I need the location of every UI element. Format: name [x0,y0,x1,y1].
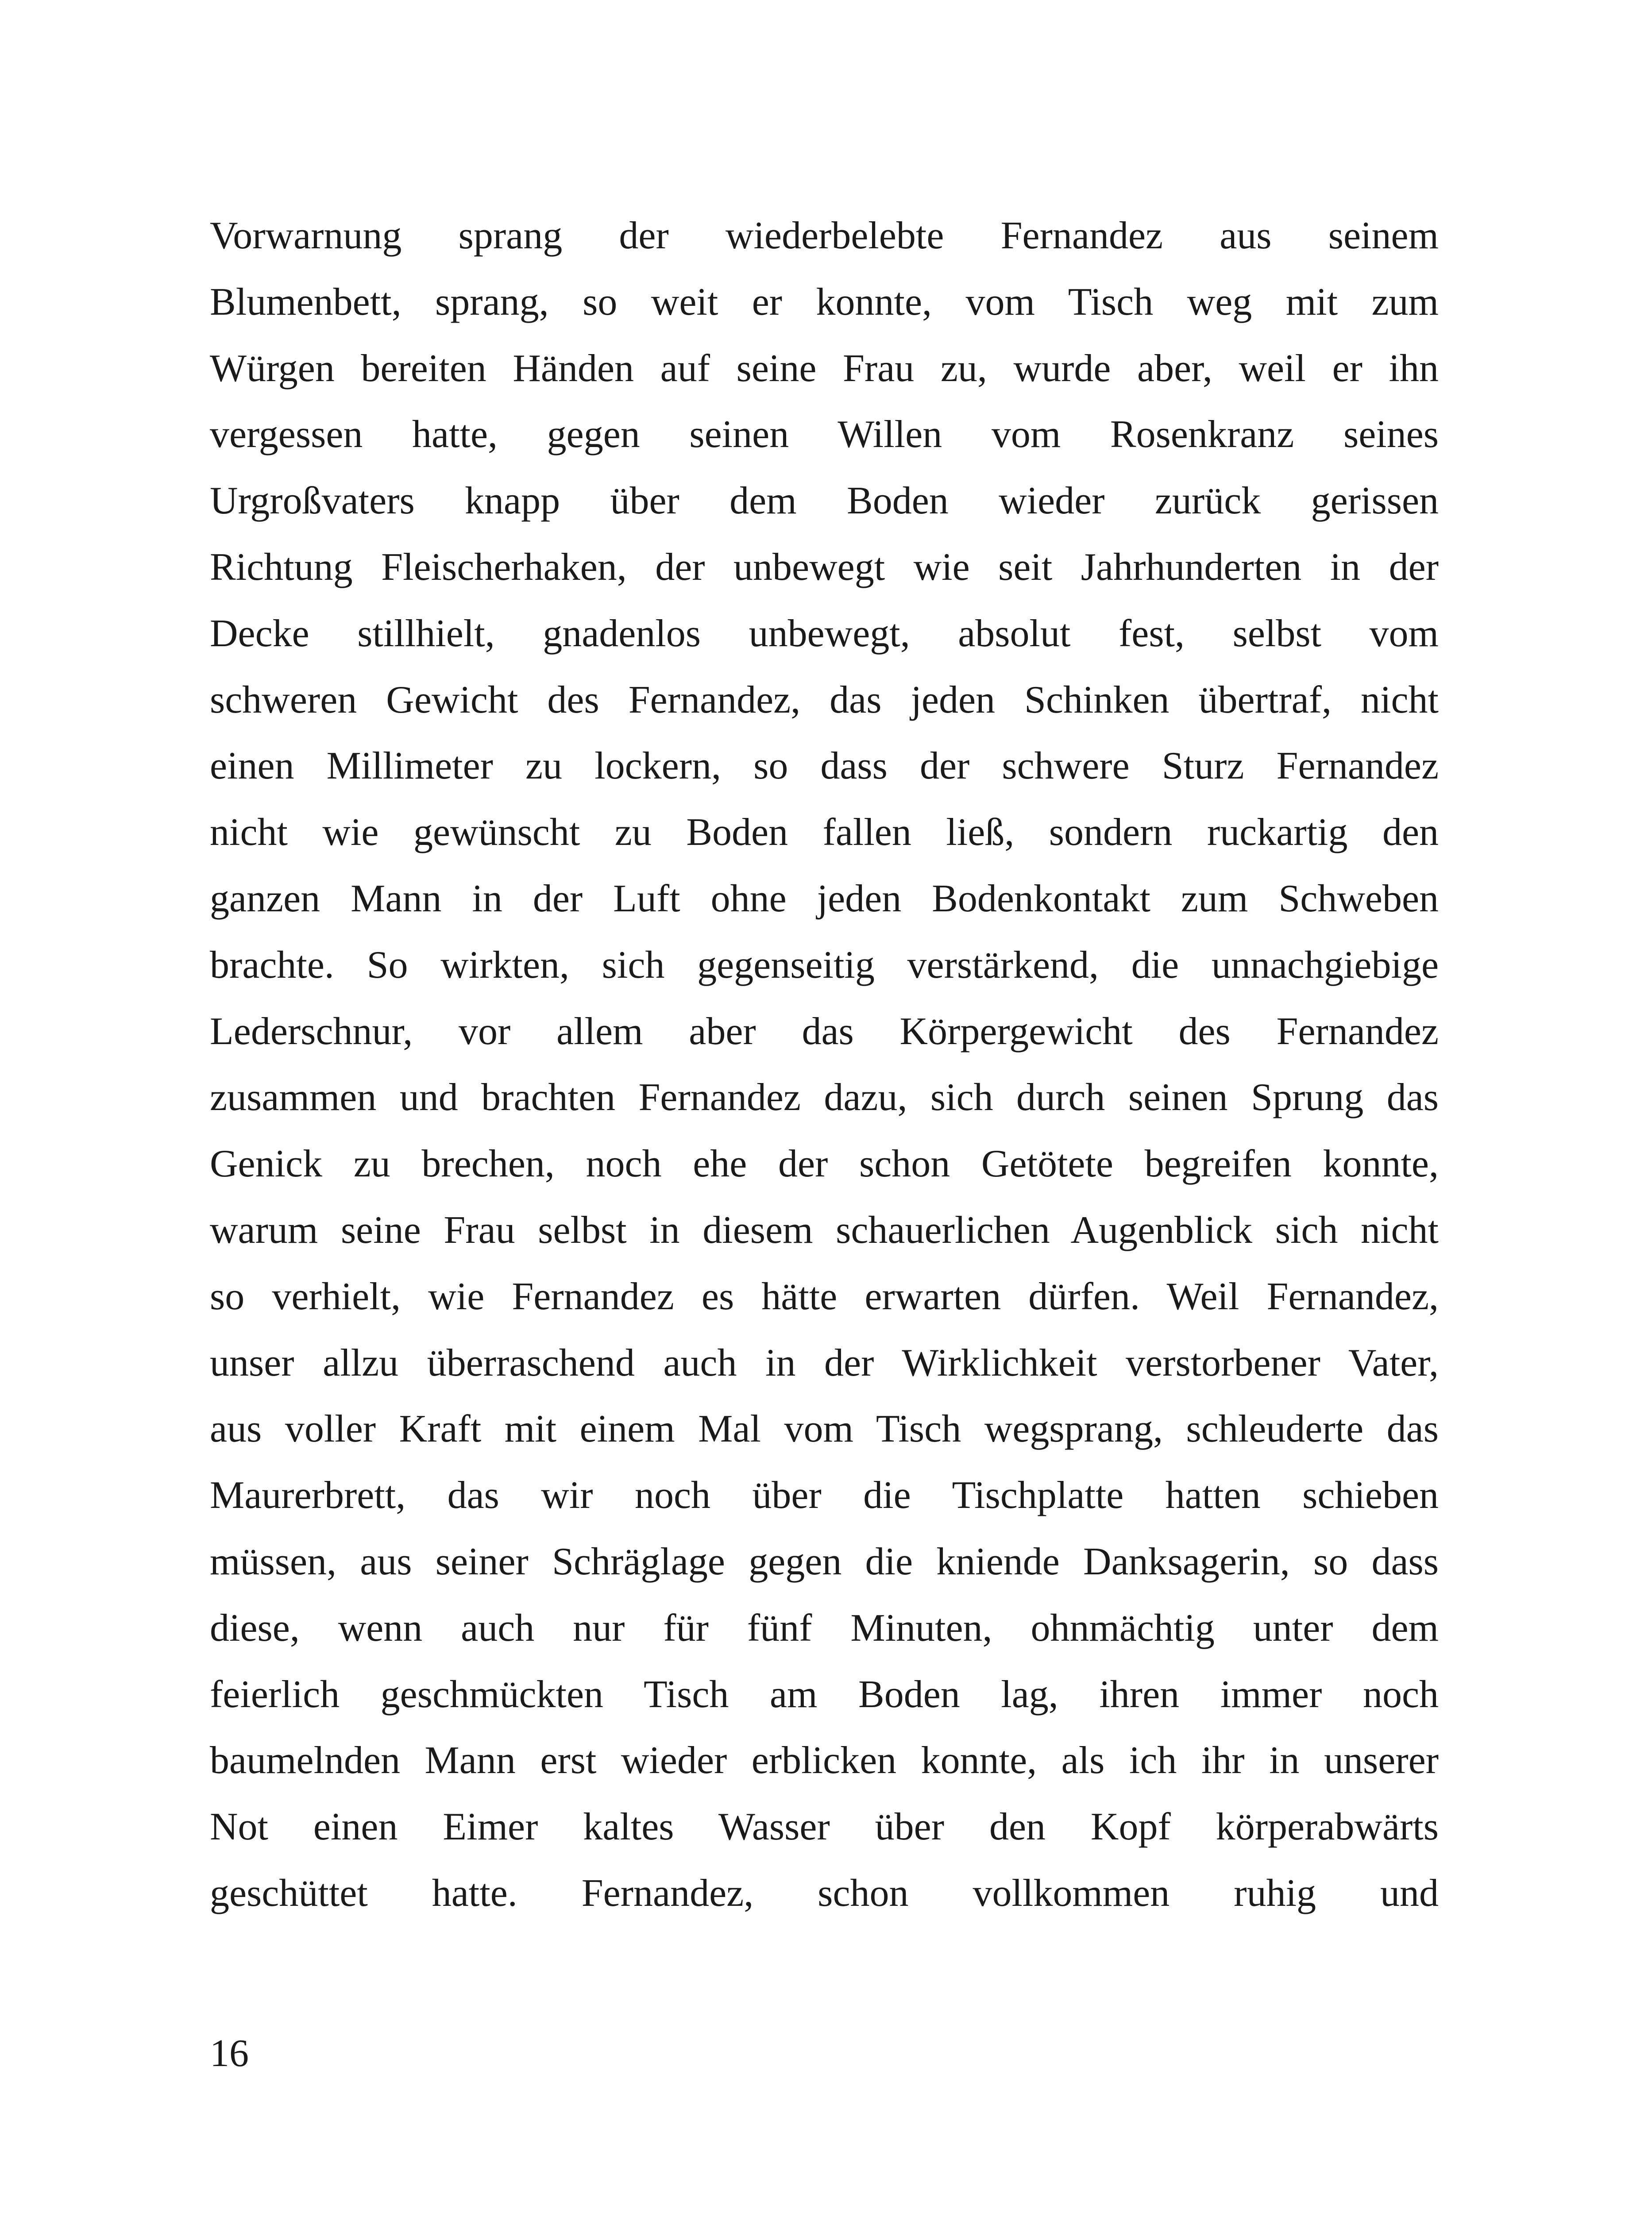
text-line: schweren Gewicht des Fernandez, das jeden Schinken übertraf, nicht [210,678,1439,721]
text-line: feierlich geschmückten Tisch am Boden lag, ihren immer noch [210,1673,1439,1716]
text-line: Genick zu brechen, noch ehe der schon Getötete begreifen konnte, [210,1142,1439,1186]
text-line: müssen, aus seiner Schräglage gegen die kniende Danksagerin, so dass [210,1540,1439,1583]
text-line: einen Millimeter zu lockern, so dass der schwere Sturz Fernandez [210,744,1439,788]
text-line: Maurerbrett, das wir noch über die Tischplatte hatten schieben [210,1474,1439,1517]
text-line: diese, wenn auch nur für fünf Minuten, ohnmächtig unter dem [210,1606,1439,1650]
text-line: nicht wie gewünscht zu Boden fallen ließ, sondern ruckartig den [210,811,1439,854]
text-line: Not einen Eimer kaltes Wasser über den Kopf körperabwärts [210,1805,1439,1849]
text-line: brachte. So wirkten, sich gegenseitig verstärkend, die unnachgiebige [210,943,1439,987]
text-line: Urgroßvaters knapp über dem Boden wieder zurück gerissen [210,479,1439,523]
body-text [210,203,1439,1927]
text-line: so verhielt, wie Fernandez es hätte erwarten dürfen. Weil Fernandez, [210,1275,1439,1318]
text-line: unser allzu überraschend auch in der Wirklichkeit verstorbener Vater, [210,1341,1439,1384]
text-line: Decke stillhielt, gnadenlos unbewegt, absolut fest, selbst vom [210,612,1439,655]
text-line: geschüttet hatte. Fernandez, schon vollkommen ruhig und [210,1871,1439,1915]
text-line: warum seine Frau selbst in diesem schauerlichen Augenblick sich nicht [210,1208,1439,1252]
text-line: Richtung Fleischerhaken, der unbewegt wie seit Jahrhunderten in der [210,545,1439,589]
text-line: Würgen bereiten Händen auf seine Frau zu, wurde aber, weil er ihn [210,347,1439,390]
text-line: vergessen hatte, gegen seinen Willen vom Rosenkranz seines [210,413,1439,456]
text-line: baumelnden Mann erst wieder erblicken konnte, als ich ihr in unserer [210,1739,1439,1782]
text-line: zusammen und brachten Fernandez dazu, sich durch seinen Sprung das [210,1076,1439,1119]
text-line: Lederschnur, vor allem aber das Körpergewicht des Fernandez [210,1010,1439,1053]
text-line: Vorwarnung sprang der wiederbelebte Fernandez aus seinem [210,214,1439,257]
text-line: ganzen Mann in der Luft ohne jeden Bodenkontakt zum Schweben [210,877,1439,920]
text-line: Blumenbett, sprang, so weit er konnte, vom Tisch weg mit zum [210,280,1439,324]
text-line: aus voller Kraft mit einem Mal vom Tisch wegsprang, schleuderte das [210,1407,1439,1451]
page-number: 16 [210,2032,249,2075]
